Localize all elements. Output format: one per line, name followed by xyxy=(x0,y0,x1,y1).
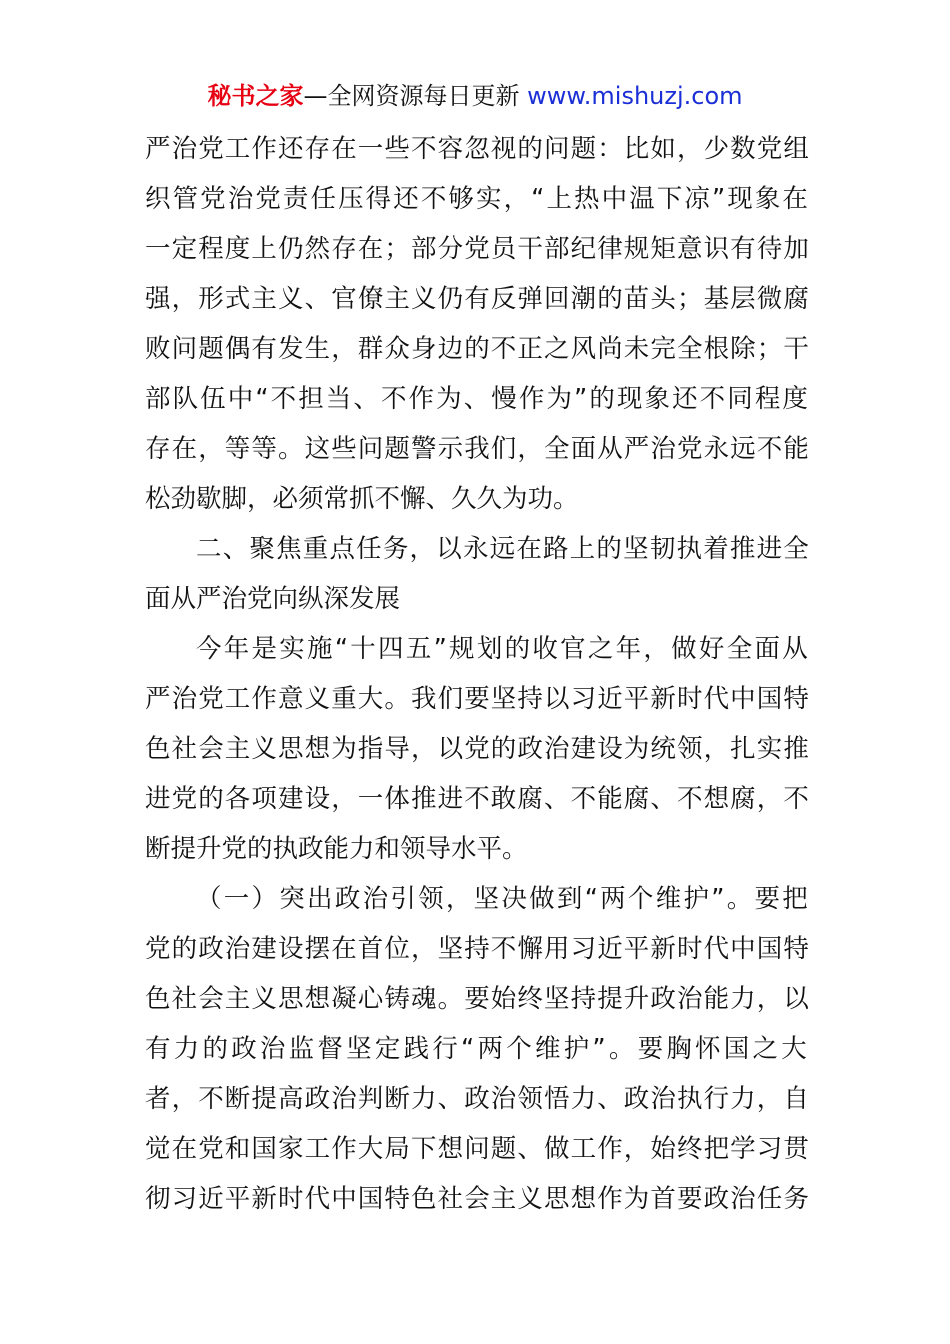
text-line: 部队伍中“不担当、不作为、慢作为”的现象还不同程度 xyxy=(145,384,810,414)
text-line: 彻习近平新时代中国特色社会主义思想作为首要政治任务 xyxy=(145,1184,810,1214)
text-line: 强，形式主义、官僚主义仍有反弹回潮的苗头；基层微腐 xyxy=(145,284,810,314)
text-line: 一定程度上仍然存在；部分党员干部纪律规矩意识有待加 xyxy=(145,234,810,264)
text-line: 面从严治党向纵深发展 xyxy=(145,584,401,614)
text-line: 严治党工作还存在一些不容忽视的问题：比如，少数党组 xyxy=(145,134,810,164)
text-line: 者，不断提高政治判断力、政治领悟力、政治执行力，自 xyxy=(145,1084,810,1114)
text-line: 色社会主义思想凝心铸魂。要始终坚持提升政治能力，以 xyxy=(145,984,810,1014)
text-line: 色社会主义思想为指导，以党的政治建设为统领，扎实推 xyxy=(145,734,810,764)
text-line: 二、聚焦重点任务，以永远在路上的坚韧执着推进全 xyxy=(196,534,810,564)
text-line: 进党的各项建设，一体推进不敢腐、不能腐、不想腐，不 xyxy=(145,784,810,814)
site-url[interactable]: www.mishuzj.com xyxy=(527,82,743,110)
page-header xyxy=(0,80,950,112)
text-line: 松劲歇脚，必须常抓不懈、久久为功。 xyxy=(145,484,579,514)
text-line: 今年是实施“十四五”规划的收官之年，做好全面从 xyxy=(196,634,810,664)
site-tagline: —全网资源每日更新 xyxy=(303,82,520,110)
text-line: 断提升党的执政能力和领导水平。 xyxy=(145,834,528,864)
text-line: 织管党治党责任压得还不够实，“上热中温下凉”现象在 xyxy=(145,184,810,214)
text-line: 觉在党和国家工作大局下想问题、做工作，始终把学习贯 xyxy=(145,1134,810,1164)
text-line: 有力的政治监督坚定践行“两个维护”。要胸怀国之大 xyxy=(145,1034,810,1064)
text-line: 存在，等等。这些问题警示我们，全面从严治党永远不能 xyxy=(145,434,810,464)
text-line: （一）突出政治引领，坚决做到“两个维护”。要把 xyxy=(196,884,810,914)
document-body xyxy=(145,124,810,1224)
text-line: 败问题偶有发生，群众身边的不正之风尚未完全根除；干 xyxy=(145,334,810,364)
site-brand: 秘书之家 xyxy=(207,82,304,110)
text-line: 严治党工作意义重大。我们要坚持以习近平新时代中国特 xyxy=(145,684,810,714)
text-line: 党的政治建设摆在首位，坚持不懈用习近平新时代中国特 xyxy=(145,934,810,964)
